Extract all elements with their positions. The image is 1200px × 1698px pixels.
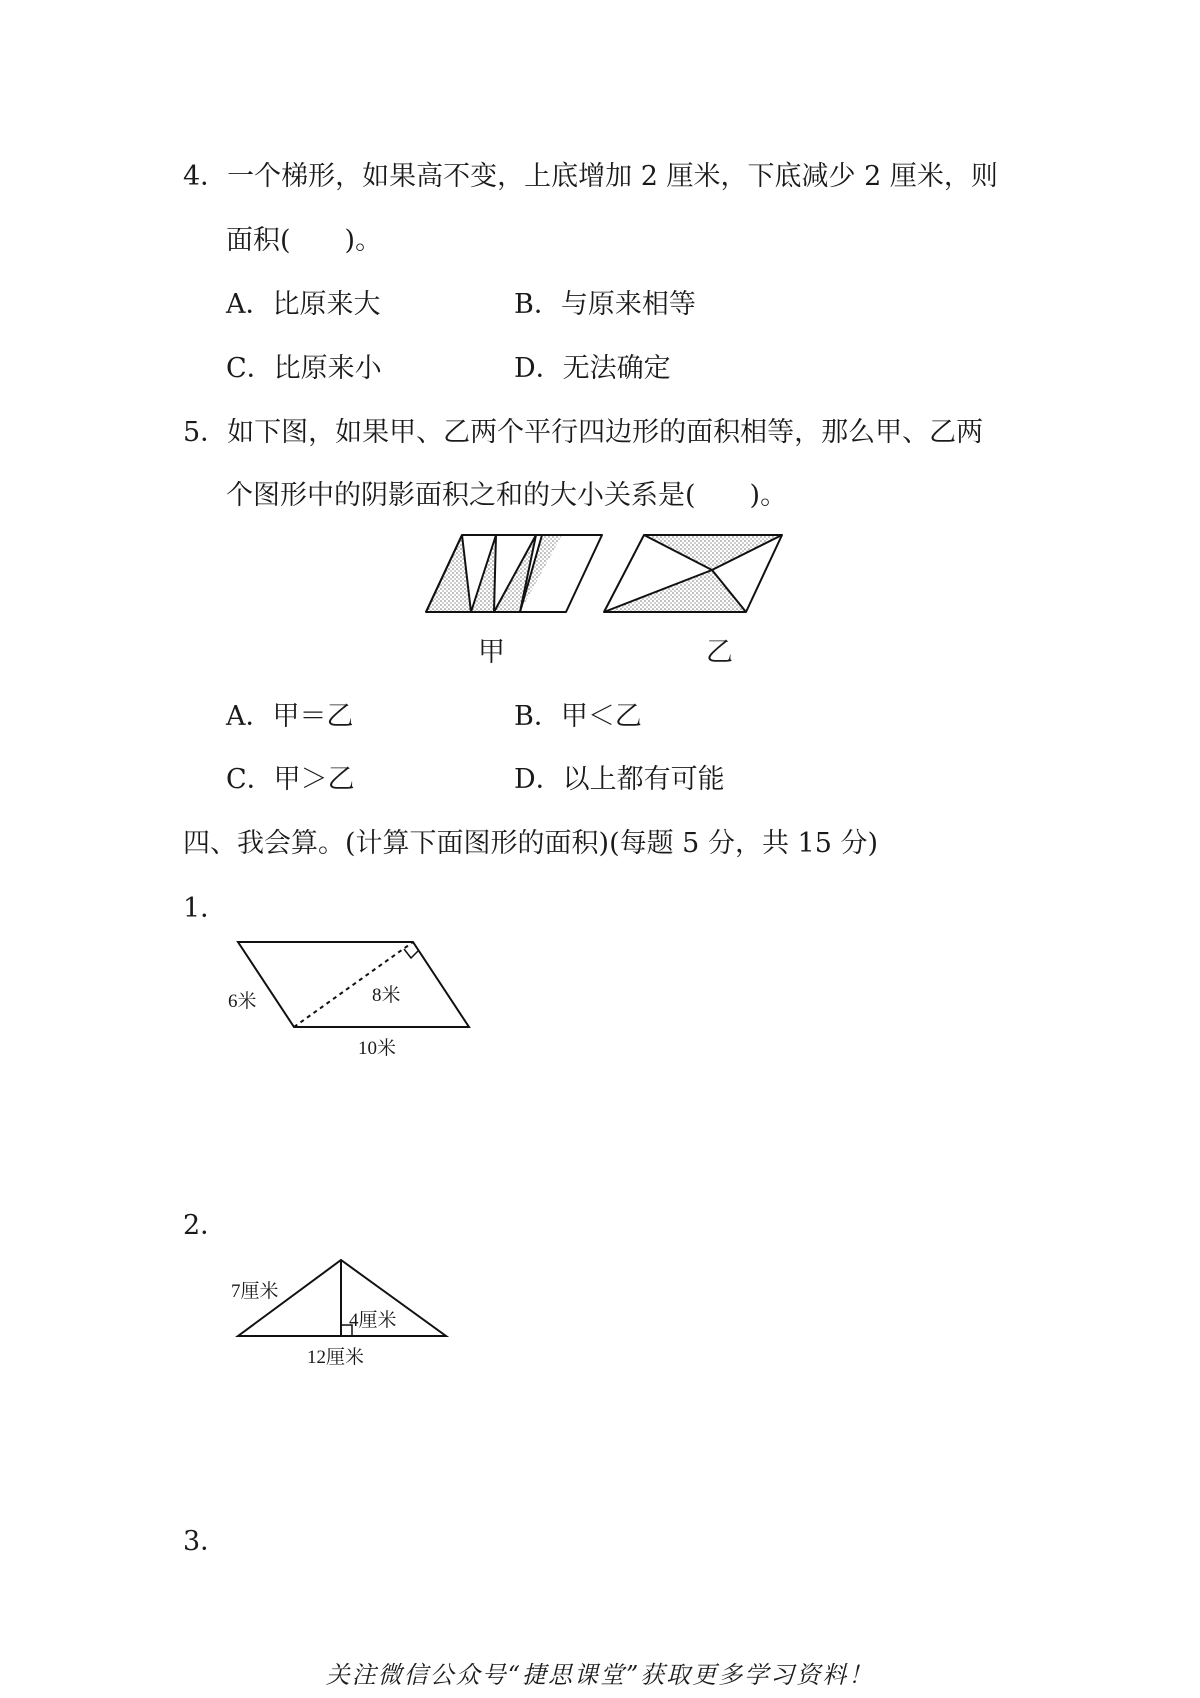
q4-stem-line2: 面积( )。	[226, 225, 383, 256]
footer-note: 关注微信公众号“捷思课堂”获取更多学习资料！	[325, 1661, 875, 1689]
problem1-base-label: 10米	[358, 1038, 397, 1059]
problem2-height-label: 4厘米	[349, 1310, 397, 1331]
problem3-number: 3．	[183, 1526, 228, 1557]
q4-option-c: C．比原来小	[226, 353, 382, 384]
q5-stem-line1: 5．如下图，如果甲、乙两个平行四边形的面积相等，那么甲、乙两	[183, 417, 984, 448]
problem1-height-label: 8米	[372, 985, 401, 1006]
q5-stem-line2: 个图形中的阴影面积之和的大小关系是( )。	[226, 480, 788, 511]
q4-stem-line1: 4．一个梯形，如果高不变，上底增加 2 厘米，下底减少 2 厘米，则	[183, 161, 998, 192]
figure-yi	[604, 535, 782, 612]
q5-option-a: A．甲＝乙	[226, 701, 354, 732]
section4-heading: 四、我会算。(计算下面图形的面积)(每题 5 分，共 15 分)	[183, 828, 878, 859]
q5-option-b: B．甲＜乙	[514, 701, 642, 732]
problem1-side-label: 6米	[228, 991, 257, 1012]
problem2-side-label: 7厘米	[231, 1281, 279, 1302]
figure-label-jia: 甲	[478, 637, 505, 668]
problem1-parallelogram	[238, 942, 469, 1027]
q5-option-d: D．以上都有可能	[514, 764, 725, 795]
q4-option-a: A．比原来大	[226, 289, 381, 320]
q5-option-c: C．甲＞乙	[226, 764, 355, 795]
q4-option-d: D．无法确定	[514, 353, 671, 384]
problem1-number: 1．	[183, 893, 228, 924]
problem2-number: 2．	[183, 1210, 228, 1241]
problem2-base-label: 12厘米	[307, 1347, 365, 1368]
q4-option-b: B．与原来相等	[514, 289, 696, 320]
figure-label-yi: 乙	[706, 637, 733, 668]
figure-jia	[426, 535, 602, 612]
